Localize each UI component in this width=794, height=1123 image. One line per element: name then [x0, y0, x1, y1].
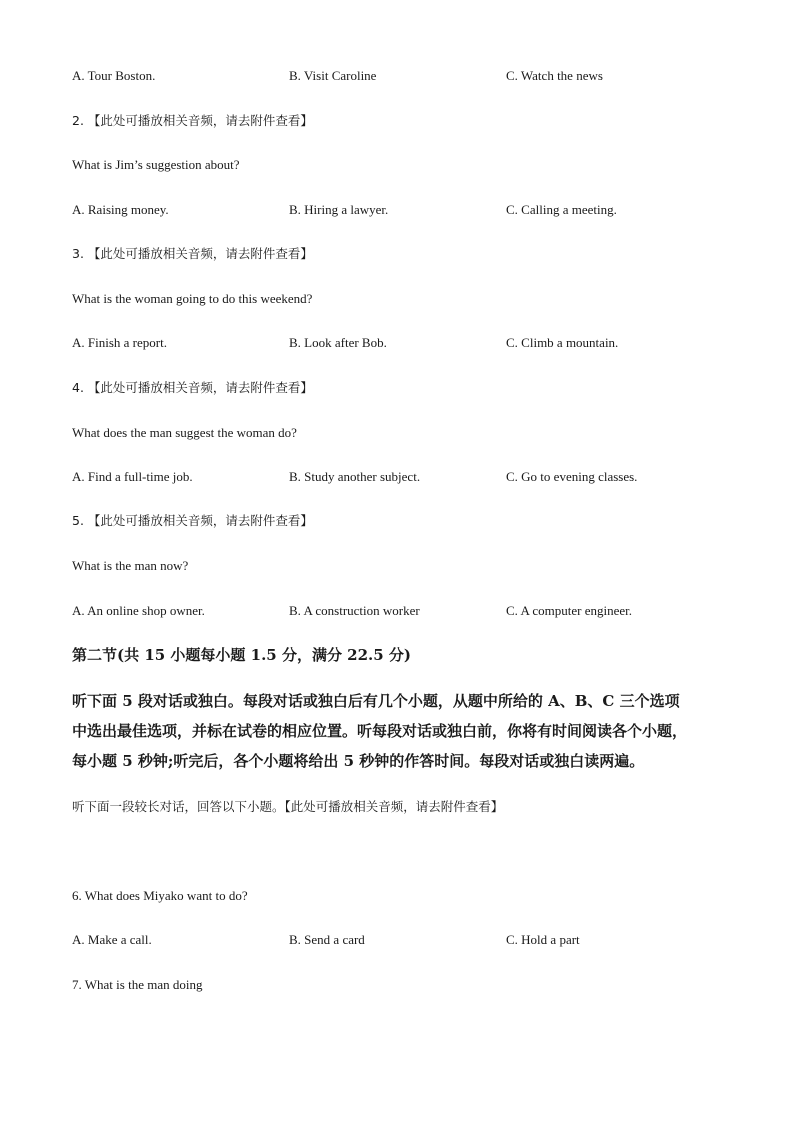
q6-question: 6. What does Miyako want to do? — [72, 888, 248, 903]
q3-option-c: C. Climb a mountain. — [506, 335, 619, 350]
q3-audio-note: 3. 【此处可播放相关音频，请去附件查看】 — [72, 246, 313, 261]
q3-option-a: A. Finish a report. — [72, 335, 167, 350]
q3-question: What is the woman going to do this weekend? — [72, 291, 313, 306]
q2-option-b: B. Hiring a lawyer. — [289, 202, 389, 217]
instruction-line-1: 听下面 5 段对话或独白。每段对话或独白后有几个小题，从题中所给的 A、B、C 三个选项 — [72, 692, 680, 710]
instruction-line-3: 每小题 5 秒钟;听完后，各个小题将给出 5 秒钟的作答时间。每段对话或独白读两遍。 — [72, 752, 645, 770]
q6-options — [72, 931, 732, 949]
q2-audio-note: 2. 【此处可播放相关音频，请去附件查看】 — [72, 113, 313, 128]
q2-option-c: C. Calling a meeting. — [506, 202, 617, 217]
q6-option-b: B. Send a card — [289, 932, 365, 947]
q4-option-a: A. Find a full-time job. — [72, 469, 193, 484]
q2-option-a: A. Raising money. — [72, 202, 169, 217]
q5-option-c: C. A computer engineer. — [506, 603, 633, 618]
q4-option-c: C. Go to evening classes. — [506, 469, 638, 484]
q5-question: What is the man now? — [72, 558, 189, 573]
listen-prompt: 听下面一段较长对话，回答以下小题。【此处可播放相关音频，请去附件查看】 — [72, 799, 504, 814]
q4-options — [72, 468, 732, 486]
section-heading: 第二节(共 15 小题每小题 1.5 分，满分 22.5 分) — [72, 646, 412, 664]
q3-option-b: B. Look after Bob. — [289, 335, 387, 350]
q5-audio-note: 5. 【此处可播放相关音频，请去附件查看】 — [72, 513, 313, 528]
q6-option-c: C. Hold a part — [506, 932, 580, 947]
q7-question: 7. What is the man doing — [72, 977, 203, 992]
q1-option-b: B. Visit Caroline — [289, 68, 377, 83]
q4-option-b: B. Study another subject. — [289, 469, 421, 484]
q4-audio-note: 4. 【此处可播放相关音频，请去附件查看】 — [72, 380, 313, 395]
instruction-line-2: 中选出最佳选项，并标在试卷的相应位置。听每段对话或独白前，你将有时间阅读各个小题， — [72, 722, 688, 740]
q5-option-b: B. A construction worker — [289, 603, 420, 618]
q2-question: What is Jim’s suggestion about? — [72, 157, 240, 172]
q1-options — [72, 67, 732, 85]
q1-option-c: C. Watch the news — [506, 68, 603, 83]
section-instructions — [72, 686, 732, 776]
q5-option-a: A. An online shop owner. — [72, 603, 205, 618]
q4-question: What does the man suggest the woman do? — [72, 425, 297, 440]
q3-options — [72, 334, 732, 352]
q2-options — [72, 201, 732, 219]
q6-option-a: A. Make a call. — [72, 932, 152, 947]
q1-option-a: A. Tour Boston. — [72, 68, 156, 83]
q5-options — [72, 602, 732, 620]
